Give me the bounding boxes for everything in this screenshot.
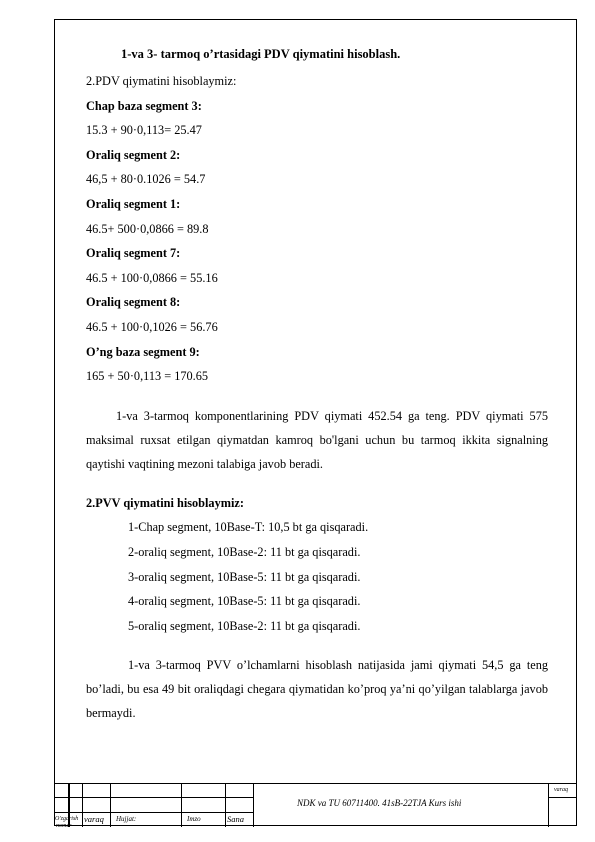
nomer-label: nomer bbox=[56, 823, 72, 829]
pvv-list-item: 1-Chap segment, 10Base-T: 10,5 bt ga qisqaradi. bbox=[128, 520, 369, 535]
title-block bbox=[54, 783, 577, 829]
varaq-label: varaq bbox=[84, 814, 104, 824]
pvv-list-item: 2-oraliq segment, 10Base-2: 11 bt ga qisqaradi. bbox=[128, 544, 361, 559]
pdv-conclusion-paragraph: 1-va 3-tarmoq komponentlarining PDV qiymati 452.54 ga teng. PDV qiymati 575 maksimal ruxsat etilgan qiymatdan kamroq bo'lgani uchun bu tarmoq ikkita signalning qaytishi vaqtining mezoni talabiga javob beradi. bbox=[86, 408, 548, 471]
segment-heading: Oraliq segment 1: bbox=[86, 196, 181, 211]
calculation-lines bbox=[86, 69, 548, 389]
pvv-list bbox=[128, 515, 548, 638]
calculation-line: 2.PDV qiymatini hisoblaymiz: bbox=[86, 74, 237, 88]
section-title: 1-va 3- tarmoq o’rtasidagi PDV qiymatini hisoblash. bbox=[121, 47, 401, 61]
document-code: NDK va TU 60711400. 41sB-22TJA Kurs ishi bbox=[297, 798, 462, 808]
imzo-label: Imzo bbox=[187, 815, 201, 823]
pvv-list-item: 4-oraliq segment, 10Base-5: 11 bt ga qisqaradi. bbox=[128, 594, 361, 609]
calculation-line: 165 + 50·0,113 = 170.65 bbox=[86, 369, 209, 384]
calculation-line: 46,5 + 80·0.1026 = 54.7 bbox=[86, 172, 206, 187]
varaq-right-label: varaq bbox=[554, 787, 568, 793]
pvv-section-title: 2.PVV qiymatini hisoblaymiz: bbox=[86, 495, 244, 510]
segment-heading: Oraliq segment 2: bbox=[86, 147, 181, 162]
segment-heading: O’ng baza segment 9: bbox=[86, 344, 200, 359]
sana-label: Sana bbox=[227, 814, 244, 824]
calculation-line: 15.3 + 90·0,113= 25.47 bbox=[86, 123, 202, 138]
segment-heading: Chap baza segment 3: bbox=[86, 98, 202, 113]
segment-heading: Oraliq segment 7: bbox=[86, 246, 181, 261]
pvv-conclusion-paragraph: 1-va 3-tarmoq PVV o’lchamlarni hisoblash natijasida jami qiymati 54,5 ga teng bo’ladi, bu esa 49 bit oraliqdagi chegara qiymatidan ko’proq ya’ni qo’yilgan talablarga javob bermaydi. bbox=[86, 658, 548, 721]
calculation-line: 46.5 + 100·0,1026 = 56.76 bbox=[86, 319, 218, 334]
pvv-list-item: 5-oraliq segment, 10Base-2: 11 bt ga qisqaradi. bbox=[128, 618, 361, 633]
pvv-list-item: 3-oraliq segment, 10Base-5: 11 bt ga qisqaradi. bbox=[128, 569, 361, 584]
ozgarish-label: O'zgarish bbox=[55, 816, 79, 822]
calculation-line: 46.5+ 500·0,0866 = 89.8 bbox=[86, 221, 209, 236]
hujjat-label: Hujjat: bbox=[116, 815, 137, 823]
document-body bbox=[86, 46, 548, 725]
segment-heading: Oraliq segment 8: bbox=[86, 295, 181, 310]
calculation-line: 46.5 + 100·0,0866 = 55.16 bbox=[86, 270, 218, 285]
